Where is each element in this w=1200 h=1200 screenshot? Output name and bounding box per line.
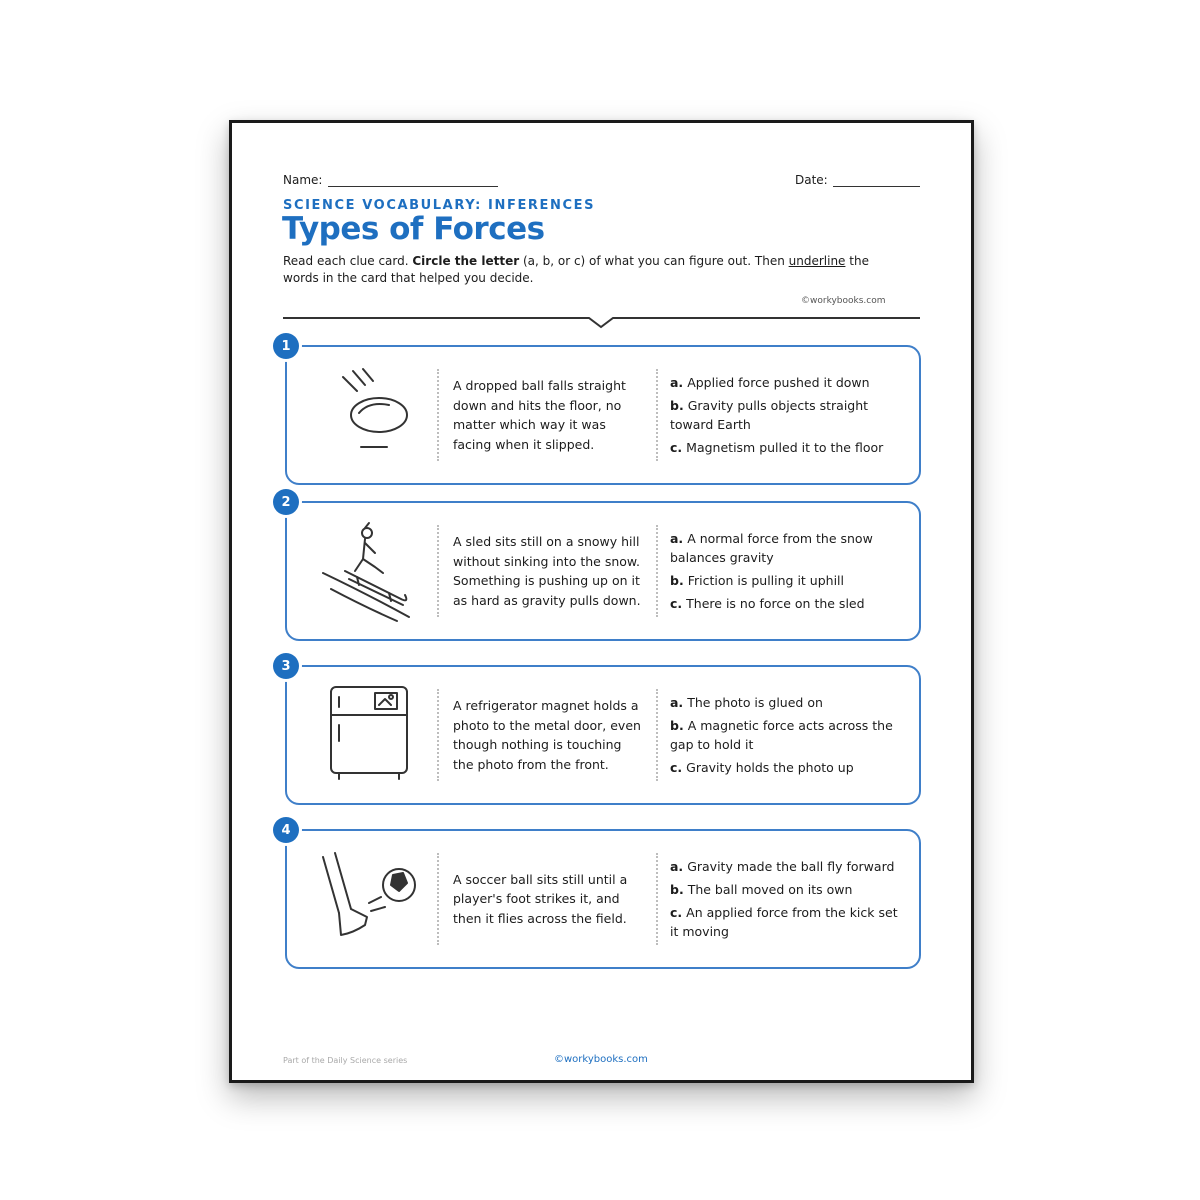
option-a[interactable] <box>670 373 905 392</box>
option-a[interactable] <box>670 693 905 712</box>
option-text: There is no force on the sled <box>686 596 865 611</box>
card-separator <box>437 525 439 617</box>
option-letter[interactable]: a. <box>670 859 684 874</box>
card-number-badge: 1 <box>273 333 299 359</box>
name-label: Name: <box>283 173 323 187</box>
option-text: A magnetic force acts across the gap to hold it <box>670 718 893 752</box>
answer-options <box>670 503 905 639</box>
option-text: The ball moved on its own <box>687 882 853 897</box>
option-letter[interactable]: b. <box>670 882 684 897</box>
card-separator <box>437 853 439 945</box>
card-separator <box>656 369 658 461</box>
date-field-line[interactable] <box>833 186 920 187</box>
option-text: Friction is pulling it uphill <box>687 573 844 588</box>
clue-card-3 <box>281 658 921 805</box>
refrigerator-icon <box>305 679 425 791</box>
worksheet-page <box>229 120 974 1083</box>
option-text: A normal force from the snow balances gravity <box>670 531 873 565</box>
worksheet-kicker: SCIENCE VOCABULARY: INFERENCES <box>283 198 596 213</box>
footer-credit[interactable]: ©workybooks.com <box>554 1054 648 1065</box>
option-letter[interactable]: c. <box>670 596 683 611</box>
clue-text: A refrigerator magnet holds a photo to the metal door, even though nothing is touching the photo from the front. <box>453 698 641 772</box>
option-letter[interactable]: b. <box>670 573 684 588</box>
clue-text: A soccer ball sits still until a player's foot strikes it, and then it flies across the field. <box>453 871 628 926</box>
card-number-badge: 4 <box>273 817 299 843</box>
instructions-bold: Circle the letter <box>412 254 520 268</box>
option-text: The photo is glued on <box>687 695 823 710</box>
clue-text: A sled sits still on a snowy hill without sinking into the snow. Something is pushing up on it as hard as gravity pulls down. <box>453 534 641 608</box>
option-b[interactable] <box>670 716 905 754</box>
answer-options <box>670 667 905 803</box>
option-text: Gravity pulls objects straight toward Earth <box>670 398 869 432</box>
option-letter[interactable]: a. <box>670 375 684 390</box>
option-letter[interactable]: c. <box>670 760 683 775</box>
option-c[interactable] <box>670 594 905 613</box>
soccer-kick-icon <box>305 843 425 955</box>
card-separator <box>656 853 658 945</box>
page-title: Types of Forces <box>282 211 545 247</box>
option-letter[interactable]: b. <box>670 398 684 413</box>
card-separator <box>656 525 658 617</box>
card-separator <box>437 689 439 781</box>
option-text: Gravity made the ball fly forward <box>687 859 895 874</box>
option-text: Gravity holds the photo up <box>686 760 854 775</box>
option-b[interactable] <box>670 880 905 899</box>
section-divider <box>283 313 923 333</box>
instructions-underlined: underline <box>788 254 846 268</box>
option-text: Applied force pushed it down <box>687 375 870 390</box>
answer-options <box>670 347 905 483</box>
clue-card-1 <box>281 338 921 485</box>
option-letter[interactable]: c. <box>670 440 683 455</box>
card-separator <box>656 689 658 781</box>
clue-card-2 <box>281 494 921 641</box>
option-text: Magnetism pulled it to the floor <box>686 440 884 455</box>
instructions-text-2: (a, b, or c) of what you can figure out. Then <box>519 254 789 268</box>
footer-series-text: Part of the Daily Science series <box>283 1056 408 1065</box>
option-letter[interactable]: a. <box>670 695 684 710</box>
card-separator <box>437 369 439 461</box>
option-text: An applied force from the kick set it moving <box>670 905 898 939</box>
option-letter[interactable]: b. <box>670 718 684 733</box>
option-b[interactable] <box>670 396 905 434</box>
option-letter[interactable]: c. <box>670 905 683 920</box>
option-a[interactable] <box>670 857 905 876</box>
name-field-line[interactable] <box>328 186 498 187</box>
option-b[interactable] <box>670 571 905 590</box>
answer-options <box>670 831 905 967</box>
option-c[interactable] <box>670 438 905 457</box>
date-label: Date: <box>795 173 828 187</box>
option-c[interactable] <box>670 903 905 941</box>
falling-ball-icon <box>305 359 425 471</box>
option-c[interactable] <box>670 758 905 777</box>
clue-card-4 <box>281 822 921 969</box>
instructions <box>283 253 903 287</box>
card-number-badge: 2 <box>273 489 299 515</box>
option-a[interactable] <box>670 529 905 567</box>
sled-icon <box>305 515 425 627</box>
card-number-badge: 3 <box>273 653 299 679</box>
option-letter[interactable]: a. <box>670 531 684 546</box>
credit-text: ©workybooks.com <box>801 296 886 306</box>
clue-text: A dropped ball falls straight down and hits the floor, no matter which way it was facing when it slipped. <box>453 378 626 452</box>
instructions-text-3: the words in the card that helped you decide. <box>283 254 869 285</box>
instructions-text-1: Read each clue card. <box>283 254 413 268</box>
